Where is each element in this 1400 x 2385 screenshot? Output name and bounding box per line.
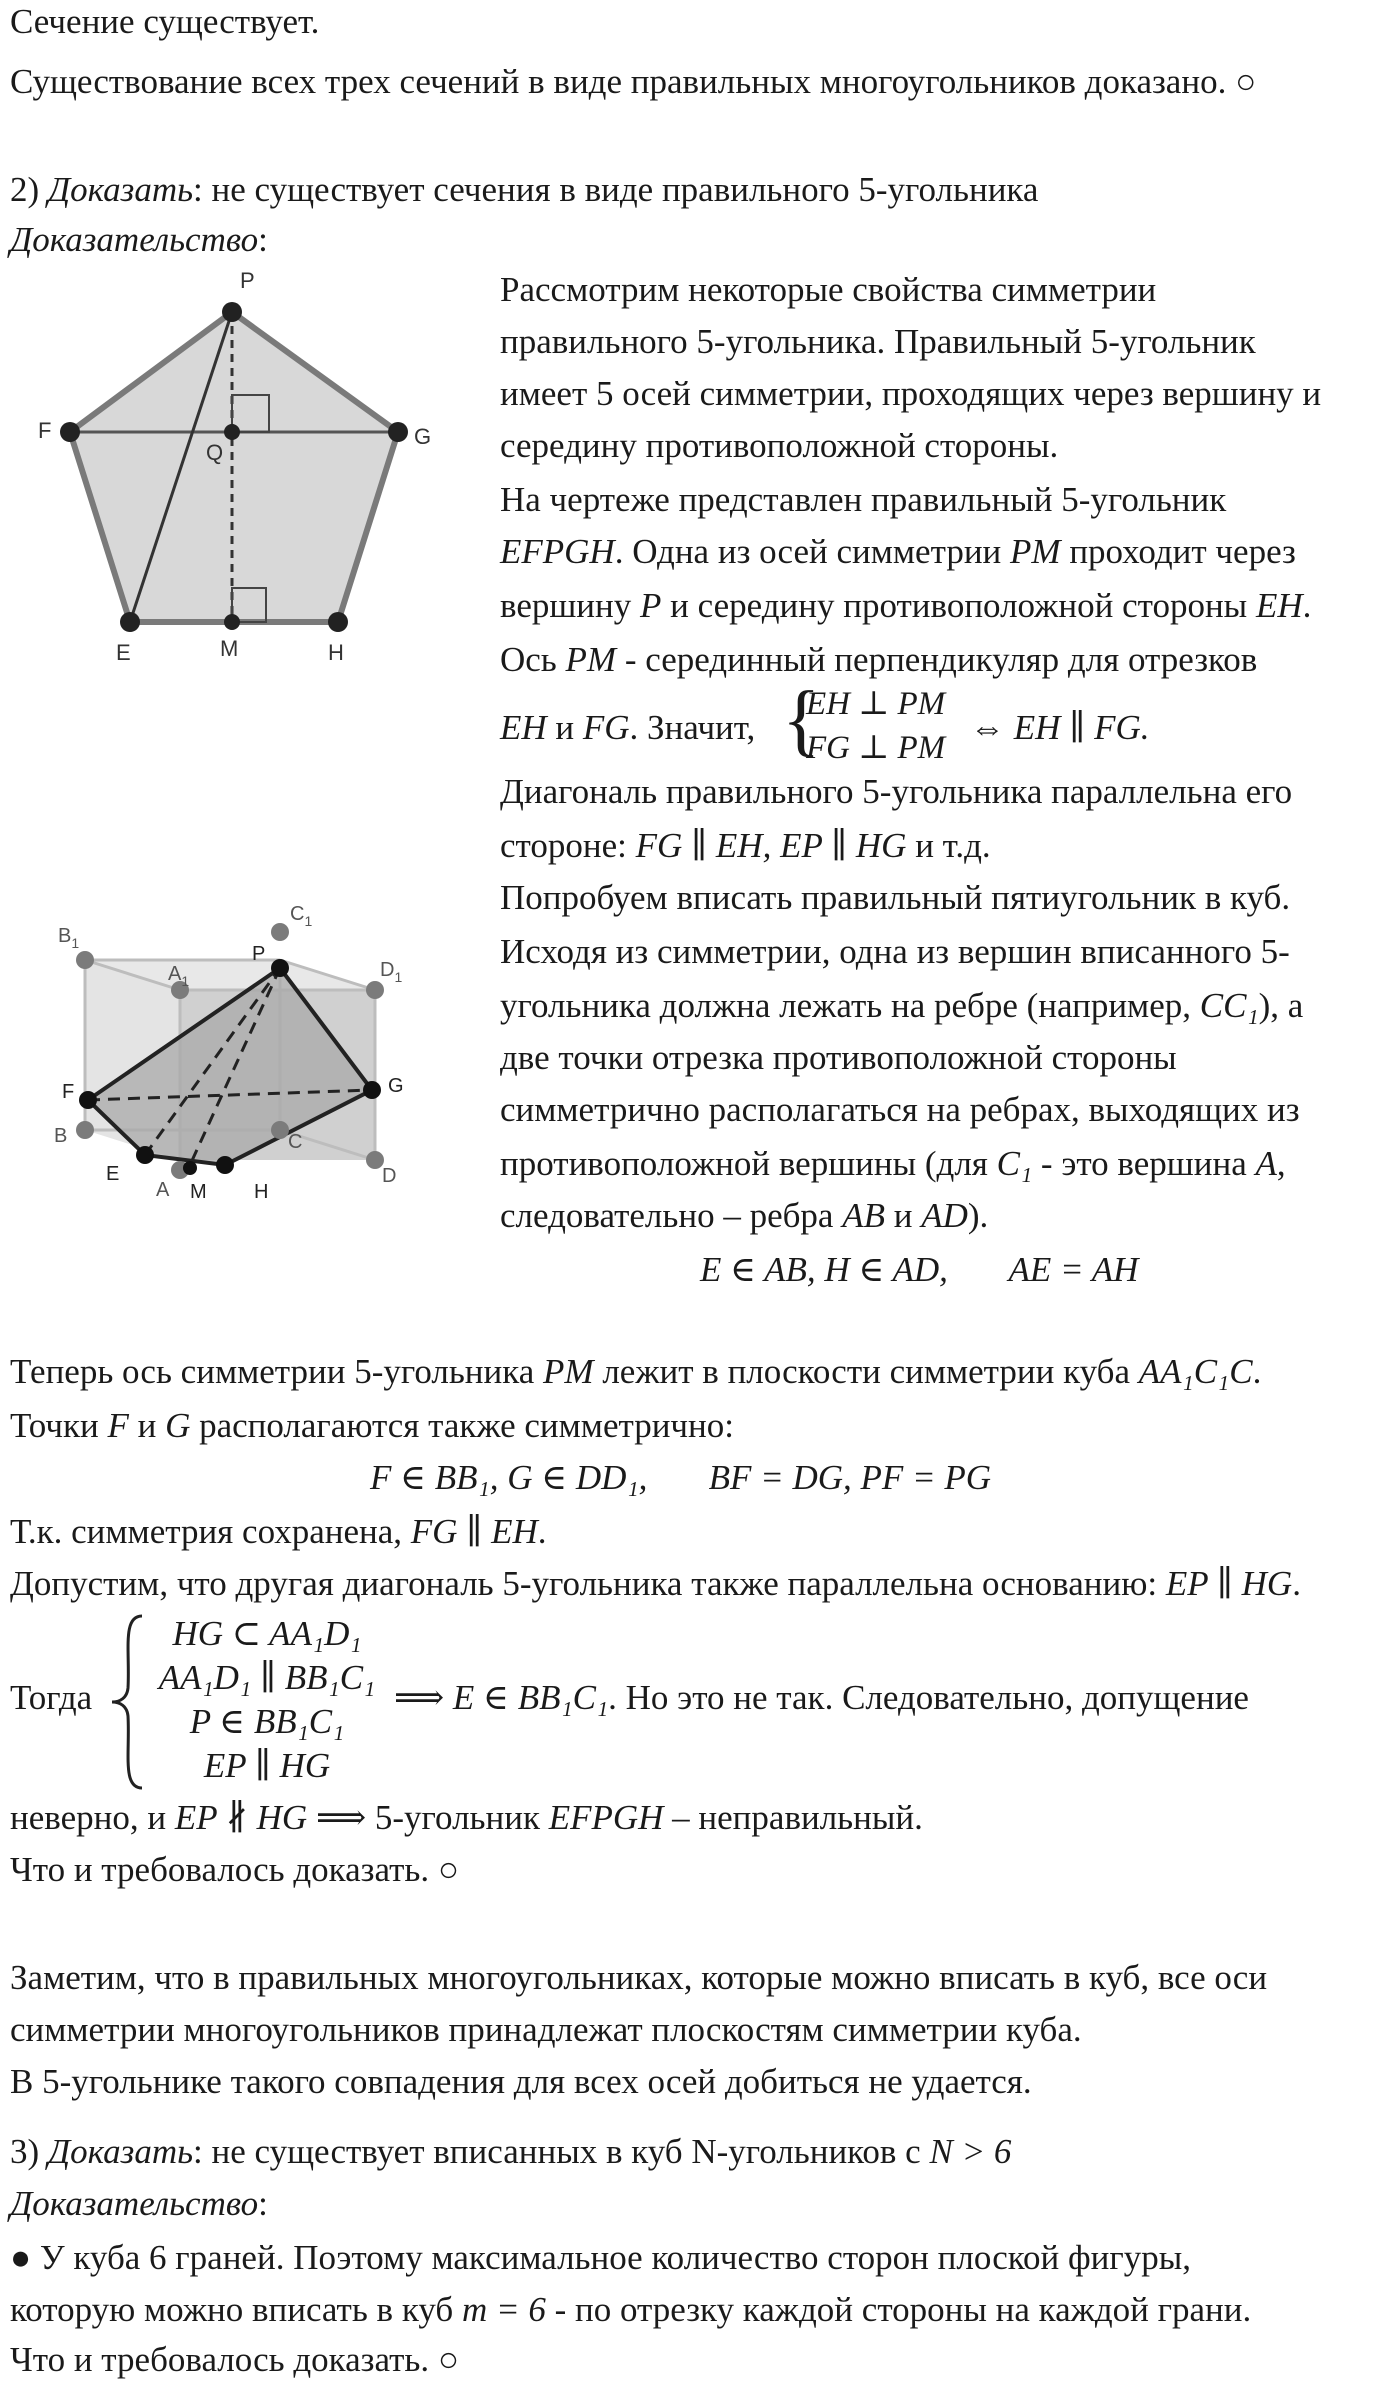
r8-text2: - серединный перпендикуляр для отрезков — [616, 640, 1258, 679]
t3-formula: F ∈ BB₁, G ∈ DD₁, BF = DG, PF = PG — [370, 1458, 992, 1497]
pentagon-figure — [20, 260, 480, 660]
cube-label-f: F — [62, 1081, 75, 1103]
section-point-g — [363, 1081, 381, 1099]
b3-qed: Что и требовалось доказать. ○ — [10, 2340, 460, 2379]
cube-label-g: G — [388, 1075, 404, 1097]
cube-label-d: D — [382, 1165, 397, 1187]
r9-math: EH — [500, 708, 547, 747]
n2: симметрии многоугольников принадлежат плоскостям симметрии куба. — [10, 2010, 1082, 2049]
cube-label-b: B — [54, 1125, 68, 1147]
proof-word-3: Доказательство — [10, 2184, 259, 2223]
sys2-line2: AA₁D₁ ∥ BB₁C₁ — [158, 1658, 376, 1697]
r6-text2: проходит через — [1060, 532, 1296, 571]
r5: На чертеже представлен правильный 5-угольник — [500, 480, 1227, 519]
r1: Рассмотрим некоторые свойства симметрии — [500, 270, 1157, 309]
r8-text: Ось — [500, 640, 566, 679]
r9-math2: FG — [582, 708, 630, 747]
r11 — [500, 824, 991, 868]
b1: ● У куба 6 граней. Поэтому максимальное количество сторон плоской фигуры, — [10, 2238, 1191, 2277]
r9-equiv: ⇔ EH ∥ FG. — [970, 708, 1150, 747]
r9-text2: . Значит, — [629, 708, 756, 747]
label-m: M — [220, 636, 239, 660]
cube-label-c1: $C_1$ — [290, 903, 313, 929]
t4-math: FG ∥ EH — [410, 1512, 538, 1551]
r14-text2: ), а — [1258, 986, 1304, 1025]
r7-text: вершину — [500, 586, 641, 625]
r17-text2: - это вершина — [1032, 1144, 1256, 1183]
t1-math2: AA₁C₁C — [1138, 1352, 1253, 1391]
heading-3-math: N > 6 — [929, 2132, 1012, 2171]
t1-text: Теперь ось симметрии 5-угольника — [10, 1352, 544, 1391]
cube-label-a1: $A_1$ — [168, 963, 190, 989]
heading-3 — [10, 2130, 1011, 2174]
proof-colon-3: : — [258, 2184, 268, 2223]
r8 — [500, 638, 1257, 682]
r7-dot: . — [1302, 586, 1312, 625]
t7 — [10, 1796, 923, 1840]
r14 — [500, 984, 1303, 1028]
vertex-c1 — [271, 923, 289, 941]
r6-math2: PM — [1010, 532, 1061, 571]
t2 — [10, 1404, 734, 1448]
r7-text2: и середину противоположной стороны — [661, 586, 1256, 625]
r17-math: C₁ — [996, 1144, 1033, 1183]
proof-label-2 — [10, 218, 268, 262]
r7-math: P — [640, 586, 662, 625]
r9-text: и — [546, 708, 583, 747]
cube-label-c: C — [288, 1131, 303, 1153]
t2-text3: располагаются также симметрично: — [190, 1406, 734, 1445]
point-q — [224, 424, 240, 440]
t7-text2: 5-угольник — [366, 1798, 549, 1837]
t7-text: неверно, и — [10, 1798, 175, 1837]
r11-math: FG ∥ EH, EP ∥ HG — [635, 826, 907, 865]
heading-2-text: : не существует сечения в виде правильного 5-угольника — [193, 170, 1039, 209]
cube-label-h: H — [254, 1181, 269, 1203]
vertex-d1 — [366, 981, 384, 999]
point-g — [388, 422, 408, 442]
line-all-three-proved: Существование всех трех сечений в виде правильных многоугольников доказано. ○ — [10, 62, 1257, 101]
r10: Диагональ правильного 5-угольника параллельна его — [500, 772, 1293, 811]
t6-text: . Но это не так. Следовательно, допущение — [608, 1678, 1249, 1717]
r18-math2: AD — [921, 1196, 968, 1235]
r17 — [500, 1142, 1286, 1186]
proof-word: Доказательство — [10, 220, 259, 259]
label-e: E — [116, 640, 131, 660]
cube-label-p: P — [252, 943, 266, 965]
section-point-m — [183, 1161, 197, 1175]
label-f: F — [38, 418, 52, 443]
r8-math: PM — [565, 640, 617, 679]
r9 — [500, 706, 755, 750]
r4: середину противоположной стороны. — [500, 426, 1059, 465]
r11-text: стороне: — [500, 826, 636, 865]
t2-text: Точки — [10, 1406, 108, 1445]
cube-label-e: E — [106, 1163, 120, 1185]
vertex-b — [76, 1121, 94, 1139]
r19-formula: E ∈ AB, H ∈ AD, AE = AH — [700, 1250, 1139, 1289]
section-point-p — [271, 959, 289, 977]
heading-3-prove: Доказать — [47, 2132, 194, 2171]
heading-2-prove: Доказать — [47, 170, 194, 209]
label-h: H — [328, 640, 344, 660]
t6-math: ⟹ E ∈ BB₁C₁ — [394, 1678, 609, 1717]
r6-text: . Одна из осей симметрии — [614, 532, 1011, 571]
sys1-line2: FG ⊥ PM — [806, 730, 946, 766]
point-f — [60, 422, 80, 442]
n1: Заметим, что в правильных многоугольниках, которые можно вписать в куб, все оси — [10, 1958, 1268, 1997]
point-p — [222, 302, 242, 322]
heading-2 — [10, 168, 1038, 212]
t7-math2: EFPGH — [548, 1798, 664, 1837]
n3: В 5-угольнике такого совпадения для всех осей добиться не удается. — [10, 2062, 1032, 2101]
r17-math2: A — [1255, 1144, 1277, 1183]
line-section-exists: Сечение существует. — [10, 2, 320, 41]
t8-qed: Что и требовалось доказать. ○ — [10, 1850, 460, 1889]
r14-text: угольника должна лежать на ребре (например, — [500, 986, 1200, 1025]
r2: правильного 5-угольника. Правильный 5-угольник — [500, 322, 1256, 361]
cube-label-b1: $B_1$ — [58, 925, 80, 951]
r12: Попробуем вписать правильный пятиугольник в куб. — [500, 878, 1291, 917]
t6 — [394, 1676, 1249, 1720]
proof-colon: : — [258, 220, 268, 259]
b2-text: которую можно вписать в куб — [10, 2290, 462, 2329]
heading-2-number: 2) — [10, 170, 40, 209]
t1 — [10, 1350, 1261, 1394]
cube-figure — [50, 880, 470, 1250]
pentagon-fill — [70, 312, 398, 622]
r18-text2: и — [884, 1196, 922, 1235]
point-e — [120, 612, 140, 632]
r16: симметрично располагаться на ребрах, выходящих из — [500, 1090, 1300, 1129]
system-brace-1: { — [782, 676, 821, 764]
t5-text: Допустим, что другая диагональ 5-угольника также параллельна основанию: — [10, 1564, 1166, 1603]
label-p: P — [240, 268, 255, 293]
t1-math: PM — [543, 1352, 594, 1391]
r18-text: следовательно – ребра — [500, 1196, 843, 1235]
togda-label: Тогда — [10, 1678, 93, 1717]
t5-dot: . — [1292, 1564, 1301, 1603]
vertex-b1 — [76, 951, 94, 969]
t2-math2: G — [165, 1406, 191, 1445]
section-point-h — [216, 1156, 234, 1174]
r14-math: CC₁ — [1199, 986, 1259, 1025]
t7-math: EP ∦ HG ⟹ — [174, 1798, 367, 1837]
r17-comma: , — [1276, 1144, 1286, 1183]
t5 — [10, 1562, 1301, 1606]
t2-text2: и — [128, 1406, 166, 1445]
heading-3-number: 3) — [10, 2132, 40, 2171]
point-m — [224, 614, 240, 630]
vertex-c — [271, 1121, 289, 1139]
proof-label-3 — [10, 2182, 268, 2226]
r17-text: противоположной вершины (для — [500, 1144, 997, 1183]
t4-text: Т.к. симметрия сохранена, — [10, 1512, 411, 1551]
t1-text2: лежит в плоскости симметрии куба — [593, 1352, 1139, 1391]
label-g: G — [414, 424, 432, 449]
r7-math2: EH — [1255, 586, 1303, 625]
r6 — [500, 530, 1296, 574]
sys2-line1: HG ⊂ AA₁D₁ — [172, 1614, 362, 1653]
r18 — [500, 1194, 988, 1238]
r18-text3: ). — [967, 1196, 989, 1235]
label-q: Q — [206, 440, 224, 465]
sys1-line1: EH ⊥ PM — [806, 686, 946, 722]
section-point-e — [136, 1146, 154, 1164]
t4-dot: . — [537, 1512, 547, 1551]
b2 — [10, 2288, 1251, 2332]
b2-text2: - по отрезку каждой стороны на каждой грани. — [545, 2290, 1252, 2329]
t7-text3: – неправильный. — [663, 1798, 923, 1837]
sys2-line4: EP ∥ HG — [203, 1746, 331, 1785]
r11-text2: и т.д. — [906, 826, 991, 865]
heading-3-text: : не существует вписанных в куб N-угольников с — [193, 2132, 930, 2171]
r13: Исходя из симметрии, одна из вершин вписанного 5- — [500, 932, 1290, 971]
t4 — [10, 1510, 547, 1554]
r7 — [500, 584, 1311, 628]
r3: имеет 5 осей симметрии, проходящих через вершину и — [500, 374, 1322, 413]
section-point-f — [79, 1091, 97, 1109]
r18-math: AB — [842, 1196, 885, 1235]
point-h — [328, 612, 348, 632]
cube-label-d1: $D_1$ — [380, 959, 403, 985]
t2-math: F — [107, 1406, 129, 1445]
sys2-line3: P ∈ BB₁C₁ — [189, 1702, 345, 1741]
t1-dot: . — [1252, 1352, 1262, 1391]
b2-math: m = 6 — [461, 2290, 546, 2329]
r15: две точки отрезка противоположной стороны — [500, 1038, 1177, 1077]
r6-math: EFPGH — [500, 532, 615, 571]
t5-math: EP ∥ HG — [1165, 1564, 1293, 1603]
cube-label-a: A — [156, 1179, 170, 1201]
cube-label-m: M — [190, 1181, 207, 1203]
